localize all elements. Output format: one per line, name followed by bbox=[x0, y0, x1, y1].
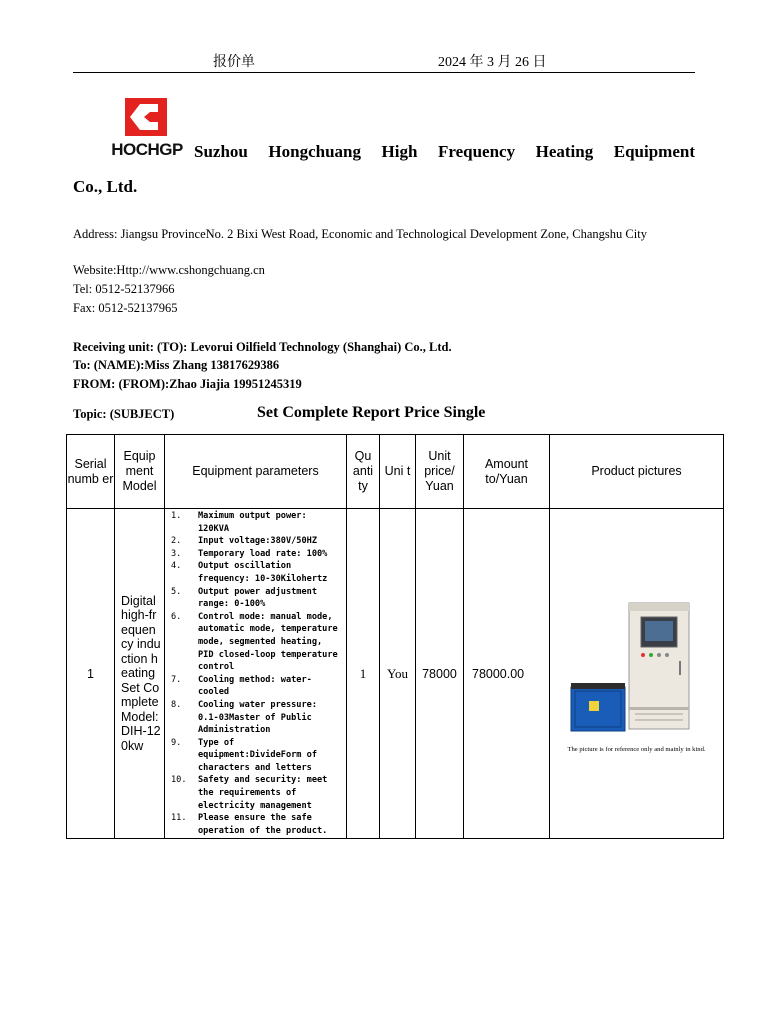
company-name: Suzhou Hongchuang High Frequency Heating Equipment bbox=[194, 142, 695, 161]
picture-caption: The picture is for reference only and mainly in kind. bbox=[567, 745, 706, 753]
param-text: Control mode: manual mode, automatic mode, temperature mode, segmented heating, PID closed-loop temperature control bbox=[198, 611, 338, 673]
param-number: 6. bbox=[171, 611, 182, 622]
param-text: Input voltage:380V/50HZ bbox=[198, 536, 317, 547]
param-number: 10. bbox=[171, 775, 187, 786]
param-text: Safety and security: meet the requirements of electricity management bbox=[198, 775, 328, 811]
col-header-model: Equip ment Model bbox=[115, 435, 165, 509]
param-number: 11. bbox=[171, 813, 187, 824]
param-item bbox=[165, 611, 346, 674]
param-text: Cooling water pressure: 0.1-03Master of Public Administration bbox=[198, 699, 317, 736]
table-row bbox=[67, 509, 724, 839]
col-header-qty: Qu anti ty bbox=[347, 435, 380, 509]
param-item bbox=[165, 548, 346, 561]
param-text: Please ensure the safe operation of the product. bbox=[198, 813, 328, 836]
col-header-unit: Uni t bbox=[380, 435, 416, 509]
param-text: Maximum output power: 120KVA bbox=[198, 511, 307, 534]
company-tel: Tel: 0512-52137966 bbox=[73, 282, 175, 296]
param-text: Output power adjustment range: 0-100% bbox=[198, 586, 317, 610]
param-item bbox=[165, 737, 346, 775]
table-header-row bbox=[67, 435, 724, 509]
company-website: Website:Http://www.cshongchuang.cn bbox=[73, 263, 265, 277]
param-number: 3. bbox=[171, 548, 182, 559]
cell-model: Digital high-frequency induction heatingSet Complete Model:DIH-120kw bbox=[115, 509, 165, 839]
company-fax: Fax: 0512-52137965 bbox=[73, 301, 178, 315]
param-text: Cooling method: water-cooled bbox=[198, 674, 312, 698]
col-header-unit-price: Unit price/ Yuan bbox=[416, 435, 464, 509]
cell-amount: 78000.00 bbox=[464, 509, 550, 839]
param-item bbox=[165, 812, 346, 837]
product-image bbox=[559, 599, 715, 737]
cell-unit: You bbox=[380, 509, 416, 839]
col-header-serial: Serial numb er bbox=[67, 435, 115, 509]
param-text: Output oscillation frequency: 10-30Kilohertz bbox=[198, 561, 328, 584]
param-number: 1. bbox=[171, 511, 182, 521]
param-item bbox=[165, 586, 346, 611]
cell-unit-price: 78000 bbox=[416, 509, 464, 839]
param-number: 9. bbox=[171, 737, 182, 748]
param-item bbox=[165, 560, 346, 585]
topic-title: Set Complete Report Price Single bbox=[257, 404, 486, 421]
header-title: 报价单 bbox=[213, 55, 255, 70]
cell-product-picture bbox=[550, 509, 724, 839]
param-text: Type of equipment:DivideForm of characters and letters bbox=[198, 737, 317, 773]
param-number: 4. bbox=[171, 561, 182, 572]
sender: FROM: (FROM):Zhao Jiajia 19951245319 bbox=[73, 377, 302, 391]
recipient-name: To: (NAME):Miss Zhang 13817629386 bbox=[73, 358, 280, 372]
param-number: 5. bbox=[171, 586, 182, 597]
cell-qty: 1 bbox=[347, 509, 380, 839]
header-date: 2024 年 3 月 26 日 bbox=[438, 55, 547, 70]
cell-params bbox=[165, 509, 347, 839]
company-address: Address: Jiangsu ProvinceNo. 2 Bixi West Road, Economic and Technological Development Zone, Changshu City bbox=[73, 227, 647, 241]
param-list bbox=[165, 510, 346, 837]
param-item bbox=[165, 535, 346, 548]
cell-serial: 1 bbox=[67, 509, 115, 839]
param-text: Temporary load rate: 100% bbox=[198, 548, 328, 559]
header-rule bbox=[73, 72, 695, 73]
param-item bbox=[165, 510, 346, 535]
quote-table bbox=[66, 434, 724, 839]
param-item bbox=[165, 774, 346, 812]
param-number: 2. bbox=[171, 536, 182, 547]
param-number: 7. bbox=[171, 674, 182, 685]
company-logo bbox=[102, 96, 192, 158]
col-header-pictures: Product pictures bbox=[550, 435, 724, 509]
col-header-params: Equipment parameters bbox=[165, 435, 347, 509]
topic-label: Topic: (SUBJECT) bbox=[73, 407, 175, 421]
svg-text:HOCHGP: HOCHGP bbox=[111, 140, 183, 158]
col-header-amount: Amount to/Yuan bbox=[464, 435, 550, 509]
param-item bbox=[165, 699, 346, 737]
receiving-unit: Receiving unit: (TO): Levorui Oilfield Technology (Shanghai) Co., Ltd. bbox=[73, 340, 452, 354]
param-item bbox=[165, 674, 346, 699]
param-number: 8. bbox=[171, 699, 182, 710]
company-name-cont: Co., Ltd. bbox=[73, 177, 138, 196]
